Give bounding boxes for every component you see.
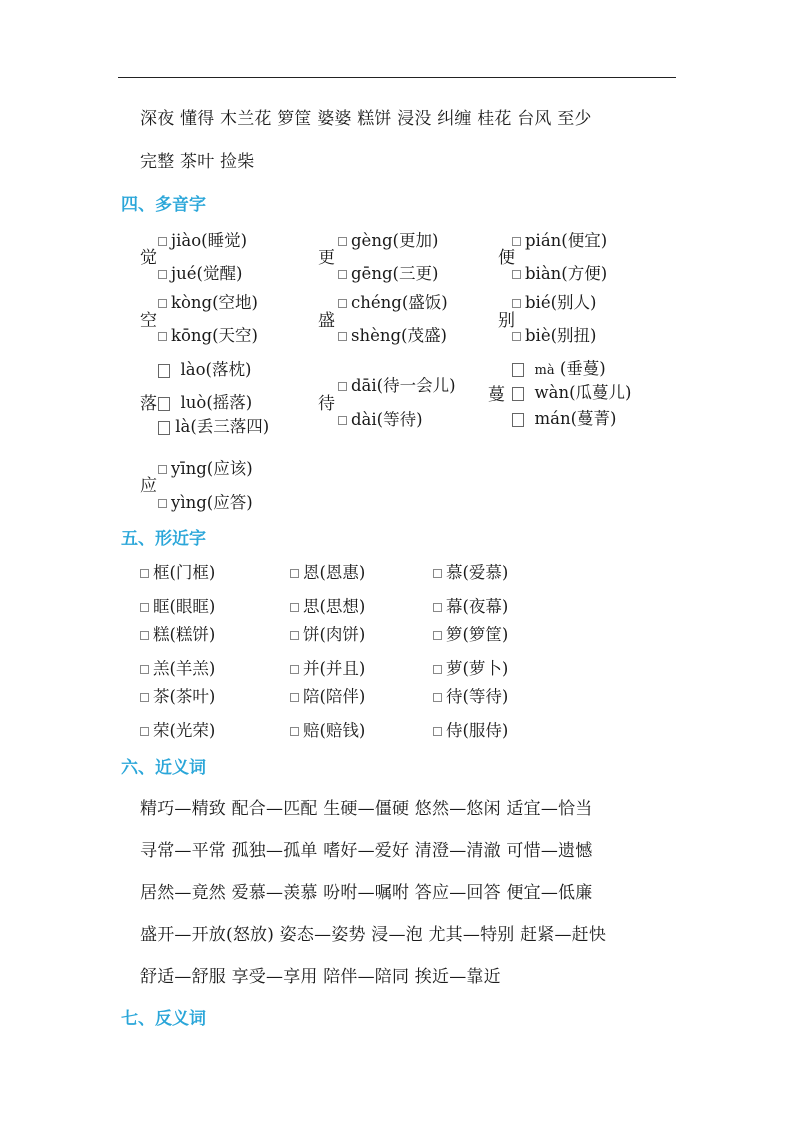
synonym-line: 精巧—精致 配合—匹配 生硬—僵硬 悠然—悠闲 适宜—恰当 <box>140 799 593 819</box>
brace-box <box>512 270 521 279</box>
similar-char: 箩(箩筐) <box>446 625 509 644</box>
brace-box <box>290 569 299 578</box>
brace-box <box>290 693 299 702</box>
poly-reading: jiào(睡觉) <box>171 231 248 250</box>
similar-char: 陪(陪伴) <box>303 687 366 706</box>
section-4-title: 四、多音字 <box>121 195 206 215</box>
brace-box <box>338 270 347 279</box>
section-7-title: 七、反义词 <box>121 1009 206 1029</box>
brace-box <box>158 299 167 308</box>
brace-box <box>512 299 521 308</box>
brace-box <box>433 631 442 640</box>
brace-box <box>158 465 167 474</box>
similar-char: 萝(萝卜) <box>446 659 509 678</box>
brace-box <box>140 693 149 702</box>
similar-char: 荣(光荣) <box>153 721 216 740</box>
brace-box <box>290 603 299 612</box>
similar-char: 茶(茶叶) <box>153 687 216 706</box>
synonym-line: 盛开—开放(怒放) 姿态—姿势 浸—泡 尤其—特别 赶紧—赶快 <box>140 925 607 945</box>
brace-box <box>158 270 167 279</box>
poly-reading: kòng(空地) <box>171 293 258 312</box>
poly-reading-tone: mà <box>534 363 555 378</box>
poly-reading: wàn(瓜蔓儿) <box>534 383 632 402</box>
similar-char: 眶(眼眶) <box>153 597 216 616</box>
similar-char: 羔(羊羔) <box>153 659 216 678</box>
header-rule <box>118 77 676 78</box>
brace-box <box>140 603 149 612</box>
brace-box <box>512 387 524 401</box>
poly-reading: (垂蔓) <box>554 359 606 378</box>
similar-char: 慕(爱慕) <box>446 563 509 582</box>
poly-char-dai: 待 <box>318 394 335 414</box>
brace-box <box>338 382 347 391</box>
brace-box <box>158 397 170 411</box>
poly-char-geng: 更 <box>318 248 335 268</box>
brace-box <box>512 332 521 341</box>
poly-reading: biè(别扭) <box>525 326 597 345</box>
word-line-1: 深夜 懂得 木兰花 箩筐 婆婆 糕饼 浸没 纠缠 桂花 台风 至少 <box>140 109 592 129</box>
poly-reading: dài(等待) <box>351 410 423 429</box>
poly-char-luo: 落 <box>140 394 157 414</box>
brace-box <box>338 237 347 246</box>
brace-box <box>338 332 347 341</box>
word-line-2: 完整 茶叶 捡柴 <box>140 152 255 172</box>
brace-box <box>433 693 442 702</box>
poly-char-bie: 别 <box>498 311 515 331</box>
brace-box <box>433 727 442 736</box>
poly-char-bian: 便 <box>498 248 515 268</box>
poly-reading: yīng(应该) <box>171 459 253 478</box>
brace-box <box>158 332 167 341</box>
brace-box <box>290 631 299 640</box>
poly-reading: là(丢三落四) <box>175 417 270 436</box>
brace-box <box>512 237 521 246</box>
poly-reading: dāi(待一会儿) <box>351 376 456 395</box>
similar-char: 框(门框) <box>153 563 216 582</box>
poly-char-kong: 空 <box>140 311 157 331</box>
similar-char: 幕(夜幕) <box>446 597 509 616</box>
synonym-line: 寻常—平常 孤独—孤单 嗜好—爱好 清澄—清澈 可惜—遗憾 <box>140 841 593 861</box>
brace-box <box>338 416 347 425</box>
brace-box <box>140 569 149 578</box>
brace-box <box>158 499 167 508</box>
similar-char: 糕(糕饼) <box>153 625 216 644</box>
similar-char: 待(等待) <box>446 687 509 706</box>
poly-reading: yìng(应答) <box>171 493 253 512</box>
poly-reading: jué(觉醒) <box>171 264 243 283</box>
poly-reading: gèng(更加) <box>351 231 439 250</box>
brace-box <box>140 727 149 736</box>
brace-box <box>433 665 442 674</box>
poly-reading: gēng(三更) <box>351 264 439 283</box>
brace-box <box>290 665 299 674</box>
brace-box <box>433 569 442 578</box>
poly-char-sheng: 盛 <box>318 311 335 331</box>
poly-char-jue: 觉 <box>140 248 157 268</box>
synonym-line: 居然—竟然 爱慕—羡慕 吩咐—嘱咐 答应—回答 便宜—低廉 <box>140 883 593 903</box>
poly-reading: shèng(茂盛) <box>351 326 447 345</box>
poly-reading: chéng(盛饭) <box>351 293 448 312</box>
brace-box <box>140 631 149 640</box>
poly-reading: luò(摇落) <box>180 393 253 412</box>
poly-char-ying: 应 <box>140 476 157 496</box>
similar-char: 饼(肉饼) <box>303 625 366 644</box>
poly-reading: bié(别人) <box>525 293 597 312</box>
poly-reading: kōng(天空) <box>171 326 258 345</box>
similar-char: 思(思想) <box>303 597 366 616</box>
section-6-title: 六、近义词 <box>121 758 206 778</box>
brace-box <box>512 413 524 427</box>
brace-box <box>158 237 167 246</box>
brace-box <box>512 363 524 377</box>
brace-box <box>158 421 170 435</box>
similar-char: 赔(赔钱) <box>303 721 366 740</box>
brace-box <box>140 665 149 674</box>
similar-char: 恩(恩惠) <box>303 563 366 582</box>
brace-box <box>433 603 442 612</box>
brace-box <box>338 299 347 308</box>
poly-reading: biàn(方便) <box>525 264 608 283</box>
synonym-line: 舒适—舒服 享受—享用 陪伴—陪同 挨近—靠近 <box>140 967 501 987</box>
similar-char: 并(并且) <box>303 659 366 678</box>
brace-box <box>290 727 299 736</box>
section-5-title: 五、形近字 <box>121 529 206 549</box>
poly-reading: lào(落枕) <box>180 360 252 379</box>
poly-reading: mán(蔓菁) <box>534 409 617 428</box>
poly-char-man: 蔓 <box>488 385 505 405</box>
similar-char: 侍(服侍) <box>446 721 509 740</box>
poly-reading: pián(便宜) <box>525 231 608 250</box>
brace-box <box>158 364 170 378</box>
